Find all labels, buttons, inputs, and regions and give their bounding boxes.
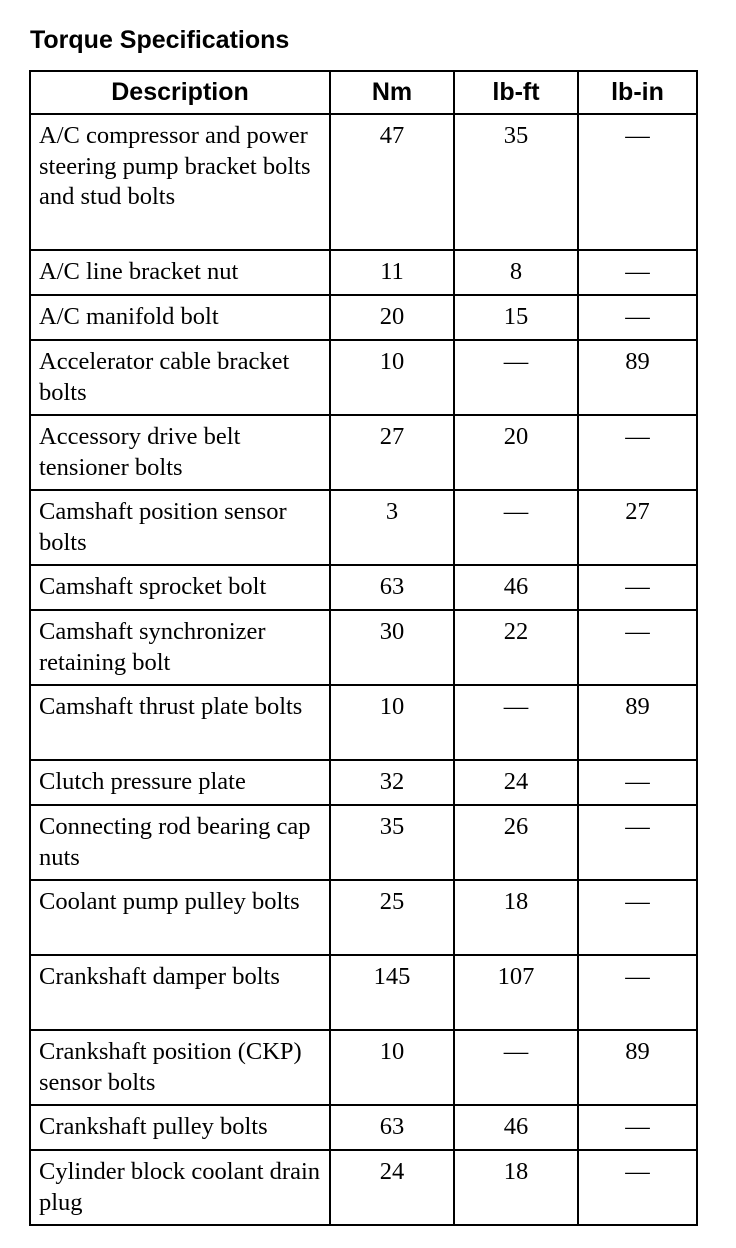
lb-in-cell: — [578, 295, 697, 340]
column-header-nm: Nm [330, 71, 454, 114]
torque-spec-table [29, 70, 698, 1226]
table-row [30, 955, 697, 1030]
description-cell: Camshaft synchronizer retaining bolt [30, 610, 330, 685]
table-row [30, 415, 697, 490]
nm-cell: 25 [330, 880, 454, 955]
nm-cell: 32 [330, 760, 454, 805]
lb-ft-cell: 46 [454, 1105, 578, 1150]
nm-cell: 63 [330, 1105, 454, 1150]
lb-in-cell: — [578, 610, 697, 685]
description-cell: Camshaft position sensor bolts [30, 490, 330, 565]
lb-in-cell: — [578, 565, 697, 610]
lb-ft-cell: 46 [454, 565, 578, 610]
description-cell: Accelerator cable bracket bolts [30, 340, 330, 415]
nm-cell: 30 [330, 610, 454, 685]
lb-in-cell: 89 [578, 1030, 697, 1105]
lb-ft-cell: — [454, 685, 578, 760]
description-cell: A/C manifold bolt [30, 295, 330, 340]
nm-cell: 10 [330, 1030, 454, 1105]
nm-cell: 145 [330, 955, 454, 1030]
lb-in-cell: — [578, 880, 697, 955]
nm-cell: 35 [330, 805, 454, 880]
description-cell: A/C compressor and power steering pump bracket bolts and stud bolts [30, 114, 330, 250]
table-row [30, 250, 697, 295]
nm-cell: 27 [330, 415, 454, 490]
lb-ft-cell: — [454, 490, 578, 565]
lb-ft-cell: 18 [454, 880, 578, 955]
lb-in-cell: — [578, 250, 697, 295]
header-row [30, 71, 697, 114]
lb-ft-cell: — [454, 1030, 578, 1105]
nm-cell: 63 [330, 565, 454, 610]
table-row [30, 114, 697, 250]
description-cell: Camshaft thrust plate bolts [30, 685, 330, 760]
table-row [30, 565, 697, 610]
description-cell: Coolant pump pulley bolts [30, 880, 330, 955]
lb-ft-cell: 107 [454, 955, 578, 1030]
description-cell: A/C line bracket nut [30, 250, 330, 295]
description-cell: Connecting rod bearing cap nuts [30, 805, 330, 880]
lb-ft-cell: 15 [454, 295, 578, 340]
lb-ft-cell: 20 [454, 415, 578, 490]
page-title: Torque Specifications [30, 26, 290, 54]
lb-in-cell: — [578, 955, 697, 1030]
table-row [30, 880, 697, 955]
nm-cell: 11 [330, 250, 454, 295]
lb-in-cell: 89 [578, 340, 697, 415]
table-row [30, 610, 697, 685]
lb-in-cell: — [578, 805, 697, 880]
description-cell: Camshaft sprocket bolt [30, 565, 330, 610]
column-header-lb-ft: lb-ft [454, 71, 578, 114]
lb-in-cell: — [578, 760, 697, 805]
lb-ft-cell: 26 [454, 805, 578, 880]
table-row [30, 1105, 697, 1150]
lb-in-cell: — [578, 114, 697, 250]
column-header-description: Description [30, 71, 330, 114]
description-cell: Crankshaft damper bolts [30, 955, 330, 1030]
description-cell: Crankshaft pulley bolts [30, 1105, 330, 1150]
column-header-lb-in: lb-in [578, 71, 697, 114]
description-cell: Clutch pressure plate [30, 760, 330, 805]
lb-ft-cell: 22 [454, 610, 578, 685]
lb-ft-cell: 18 [454, 1150, 578, 1225]
lb-ft-cell: 35 [454, 114, 578, 250]
lb-ft-cell: — [454, 340, 578, 415]
lb-in-cell: — [578, 415, 697, 490]
nm-cell: 10 [330, 340, 454, 415]
lb-in-cell: 27 [578, 490, 697, 565]
table-row [30, 805, 697, 880]
lb-in-cell: — [578, 1105, 697, 1150]
lb-ft-cell: 8 [454, 250, 578, 295]
nm-cell: 20 [330, 295, 454, 340]
table-row [30, 1030, 697, 1105]
table-row [30, 760, 697, 805]
nm-cell: 47 [330, 114, 454, 250]
lb-ft-cell: 24 [454, 760, 578, 805]
table-row [30, 340, 697, 415]
nm-cell: 10 [330, 685, 454, 760]
lb-in-cell: — [578, 1150, 697, 1225]
table-row [30, 295, 697, 340]
table-row [30, 685, 697, 760]
nm-cell: 3 [330, 490, 454, 565]
nm-cell: 24 [330, 1150, 454, 1225]
description-cell: Accessory drive belt tensioner bolts [30, 415, 330, 490]
description-cell: Crankshaft position (CKP) sensor bolts [30, 1030, 330, 1105]
lb-in-cell: 89 [578, 685, 697, 760]
table-row [30, 1150, 697, 1225]
description-cell: Cylinder block coolant drain plug [30, 1150, 330, 1225]
table-row [30, 490, 697, 565]
